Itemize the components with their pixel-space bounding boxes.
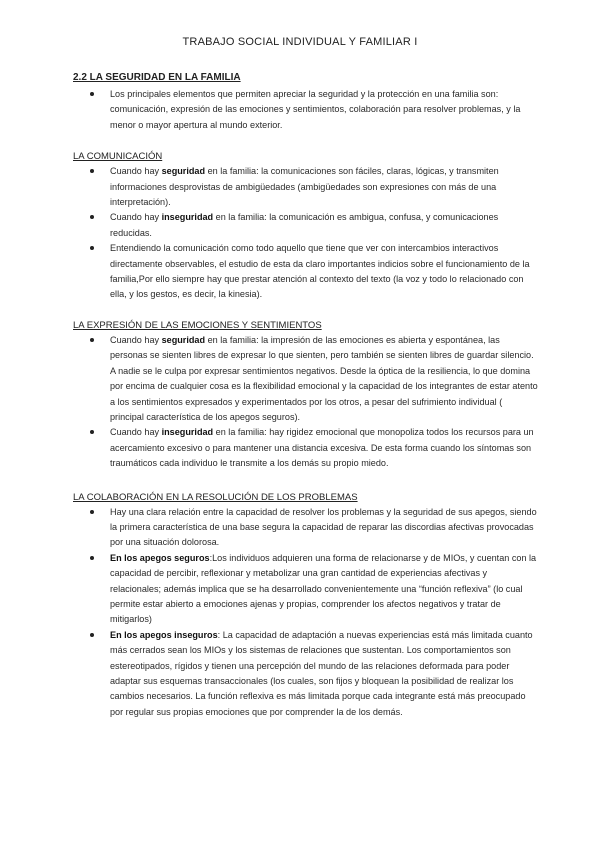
bullet-icon [90, 430, 94, 434]
section-heading-expresion: LA EXPRESIÓN DE LAS EMOCIONES Y SENTIMIENTOS [73, 319, 322, 331]
list-item-text: en la familia: la comunicaciones son fáciles, claras, lógicas, y transmiten informaciones desprovistas de ambigüedades (ambigüedades son expresiones con más de una interpretación). [110, 166, 499, 208]
bullet-icon [90, 246, 94, 250]
bullet-list-seguridad [73, 87, 538, 133]
bullet-list-colaboracion [73, 505, 538, 721]
list-item-text: en la familia: la impresión de las emociones es abierta y espontánea, las personas se sienten libres de expresar lo que sienten, pero también se sienten libres de guardar silencio. A nadie se le culpa por expresar sentimientos negativos. Desde la óptica de la resiliencia, lo que domina por encima de cualquier cosa es la flexibilidad emocional y la capacidad de los integrantes de estar atento a los sentimientos expresados y experimentados por los otros, a pesar del sufrimiento individual ( principal característica de los apegos seguros). [110, 334, 538, 422]
list-item [73, 210, 538, 241]
list-item [73, 628, 538, 720]
bullet-icon [90, 169, 94, 173]
list-item-text: : La capacidad de adaptación a nuevas experiencias está más limitada cuanto más cerrados sean los MIOs y los sistemas de relaciones que sustentan. Los comportamientos son estereotipados, rígidos y tienen una percepción del mundo de las relaciones deformada para poder adaptar sus esquemas transaccionales (los cuales, son fijos y bloquean la posibilidad de realizar los cambios necesarios. La función reflexiva es más limitada porque cada integrante está más preocupado por regular sus propias emociones que por comprender la de los demás. [110, 629, 533, 717]
list-item [73, 505, 538, 551]
list-item [73, 164, 538, 210]
list-item-text: Entendiendo la comunicación como todo aquello que tiene que ver con intercambios interactivos directamente observables, el estudio de esta da claro importantes indicios sobre el funcionamiento de la familia,Por ello siempre hay que prestar atención al contexto del texto (la voz y todo lo relacionado con ella, y los gestos, es decir, la kinesia). [110, 243, 530, 300]
bullet-icon [90, 556, 94, 560]
list-item-text: :Los individuos adquieren una forma de relacionarse y de MIOs, y cuentan con la capacidad de percibir, reflexionar y metabolizar una gran cantidad de experiencias afectivas y relacionales; además implica que se ha desarrollado convenientemente una “función reflexiva” (lo cual permite estar abierto a emociones ajenas y propias, comprender los afectos negativos y tratar de mitigarlos) [110, 552, 537, 625]
bullet-icon [90, 510, 94, 514]
list-item-bold: inseguridad [161, 427, 214, 438]
list-item-text: Hay una clara relación entre la capacidad de resolver los problemas y la seguridad de sus apegos, siendo la primera característica de una base segura la capacidad de reparar las discordias afectivas provocadas por una situación dolorosa. [110, 506, 537, 548]
list-item-bold: seguridad [161, 334, 206, 345]
list-item-lead: Cuando hay [110, 334, 162, 345]
list-item-lead: Cuando hay [110, 427, 162, 438]
list-item-lead: Cuando hay [110, 166, 162, 177]
list-item-bold: seguridad [161, 166, 206, 177]
list-item-text: en la familia: la comunicación es ambigua, confusa, y comunicaciones reducidas. [110, 212, 499, 238]
section-heading-comunicacion: LA COMUNICACIÓN [73, 151, 163, 163]
list-item [73, 87, 538, 133]
list-item-bold: En los apegos seguros [110, 552, 210, 563]
list-item-text: Los principales elementos que permiten apreciar la seguridad y la protección en una familia son: comunicación, expresión de las emociones y sentimientos, colaboración para resolver problemas, y la menor o mayor apertura al mundo exterior. [110, 89, 521, 130]
list-item-bold: En los apegos inseguros [110, 629, 218, 640]
document-body [73, 72, 538, 720]
list-item [73, 333, 538, 425]
list-item-text: en la familia: hay rigidez emocional que monopoliza todos los recursos para un acercamiento excesivo o para mantener una distancia excesiva. De esta forma cuando los síntomas son traumáticos cada individuo le transmite a los demás su propio miedo. [110, 427, 534, 469]
bullet-icon [90, 92, 94, 96]
list-item-lead: Cuando hay [110, 212, 162, 223]
bullet-icon [90, 633, 94, 637]
page-header: TRABAJO SOCIAL INDIVIDUAL Y FAMILIAR I [182, 36, 418, 48]
bullet-icon [90, 215, 94, 219]
list-item [73, 425, 538, 471]
bullet-list-expresion [73, 333, 538, 472]
bullet-icon [90, 338, 94, 342]
list-item-bold: inseguridad [161, 212, 214, 223]
bullet-list-comunicacion [73, 164, 538, 303]
list-item [73, 241, 538, 303]
list-item [73, 551, 538, 628]
section-heading-colaboracion: LA COLABORACIÓN EN LA RESOLUCIÓN DE LOS PROBLEMAS [73, 491, 358, 503]
section-heading-seguridad: 2.2 LA SEGURIDAD EN LA FAMILIA [73, 72, 241, 83]
